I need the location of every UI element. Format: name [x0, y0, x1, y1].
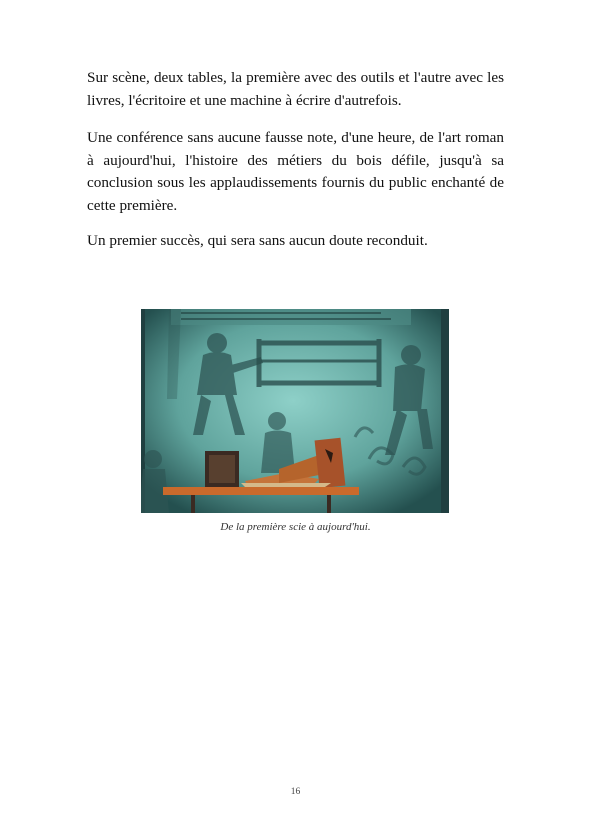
paragraph-3: Un premier succès, qui sera sans aucun doute reconduit.	[87, 232, 428, 249]
page-number: 16	[290, 787, 301, 797]
paragraph-2: Une conférence sans aucune fausse note, d'une heure, de l'art roman à aujourd'hui, l'histoire des métiers du bois défile, jusqu'à sa conclusion sous les applaudissements fournis du public enchanté de cette première.	[87, 129, 504, 214]
stage-photo	[141, 309, 449, 513]
paragraph-1: Sur scène, deux tables, la première avec des outils et l'autre avec les livres, l'écritoire et une machine à écrire d'autrefois.	[87, 69, 504, 109]
stage-photo-illustration	[141, 309, 449, 513]
figure-caption: De la première scie à aujourd'hui.	[220, 521, 371, 533]
